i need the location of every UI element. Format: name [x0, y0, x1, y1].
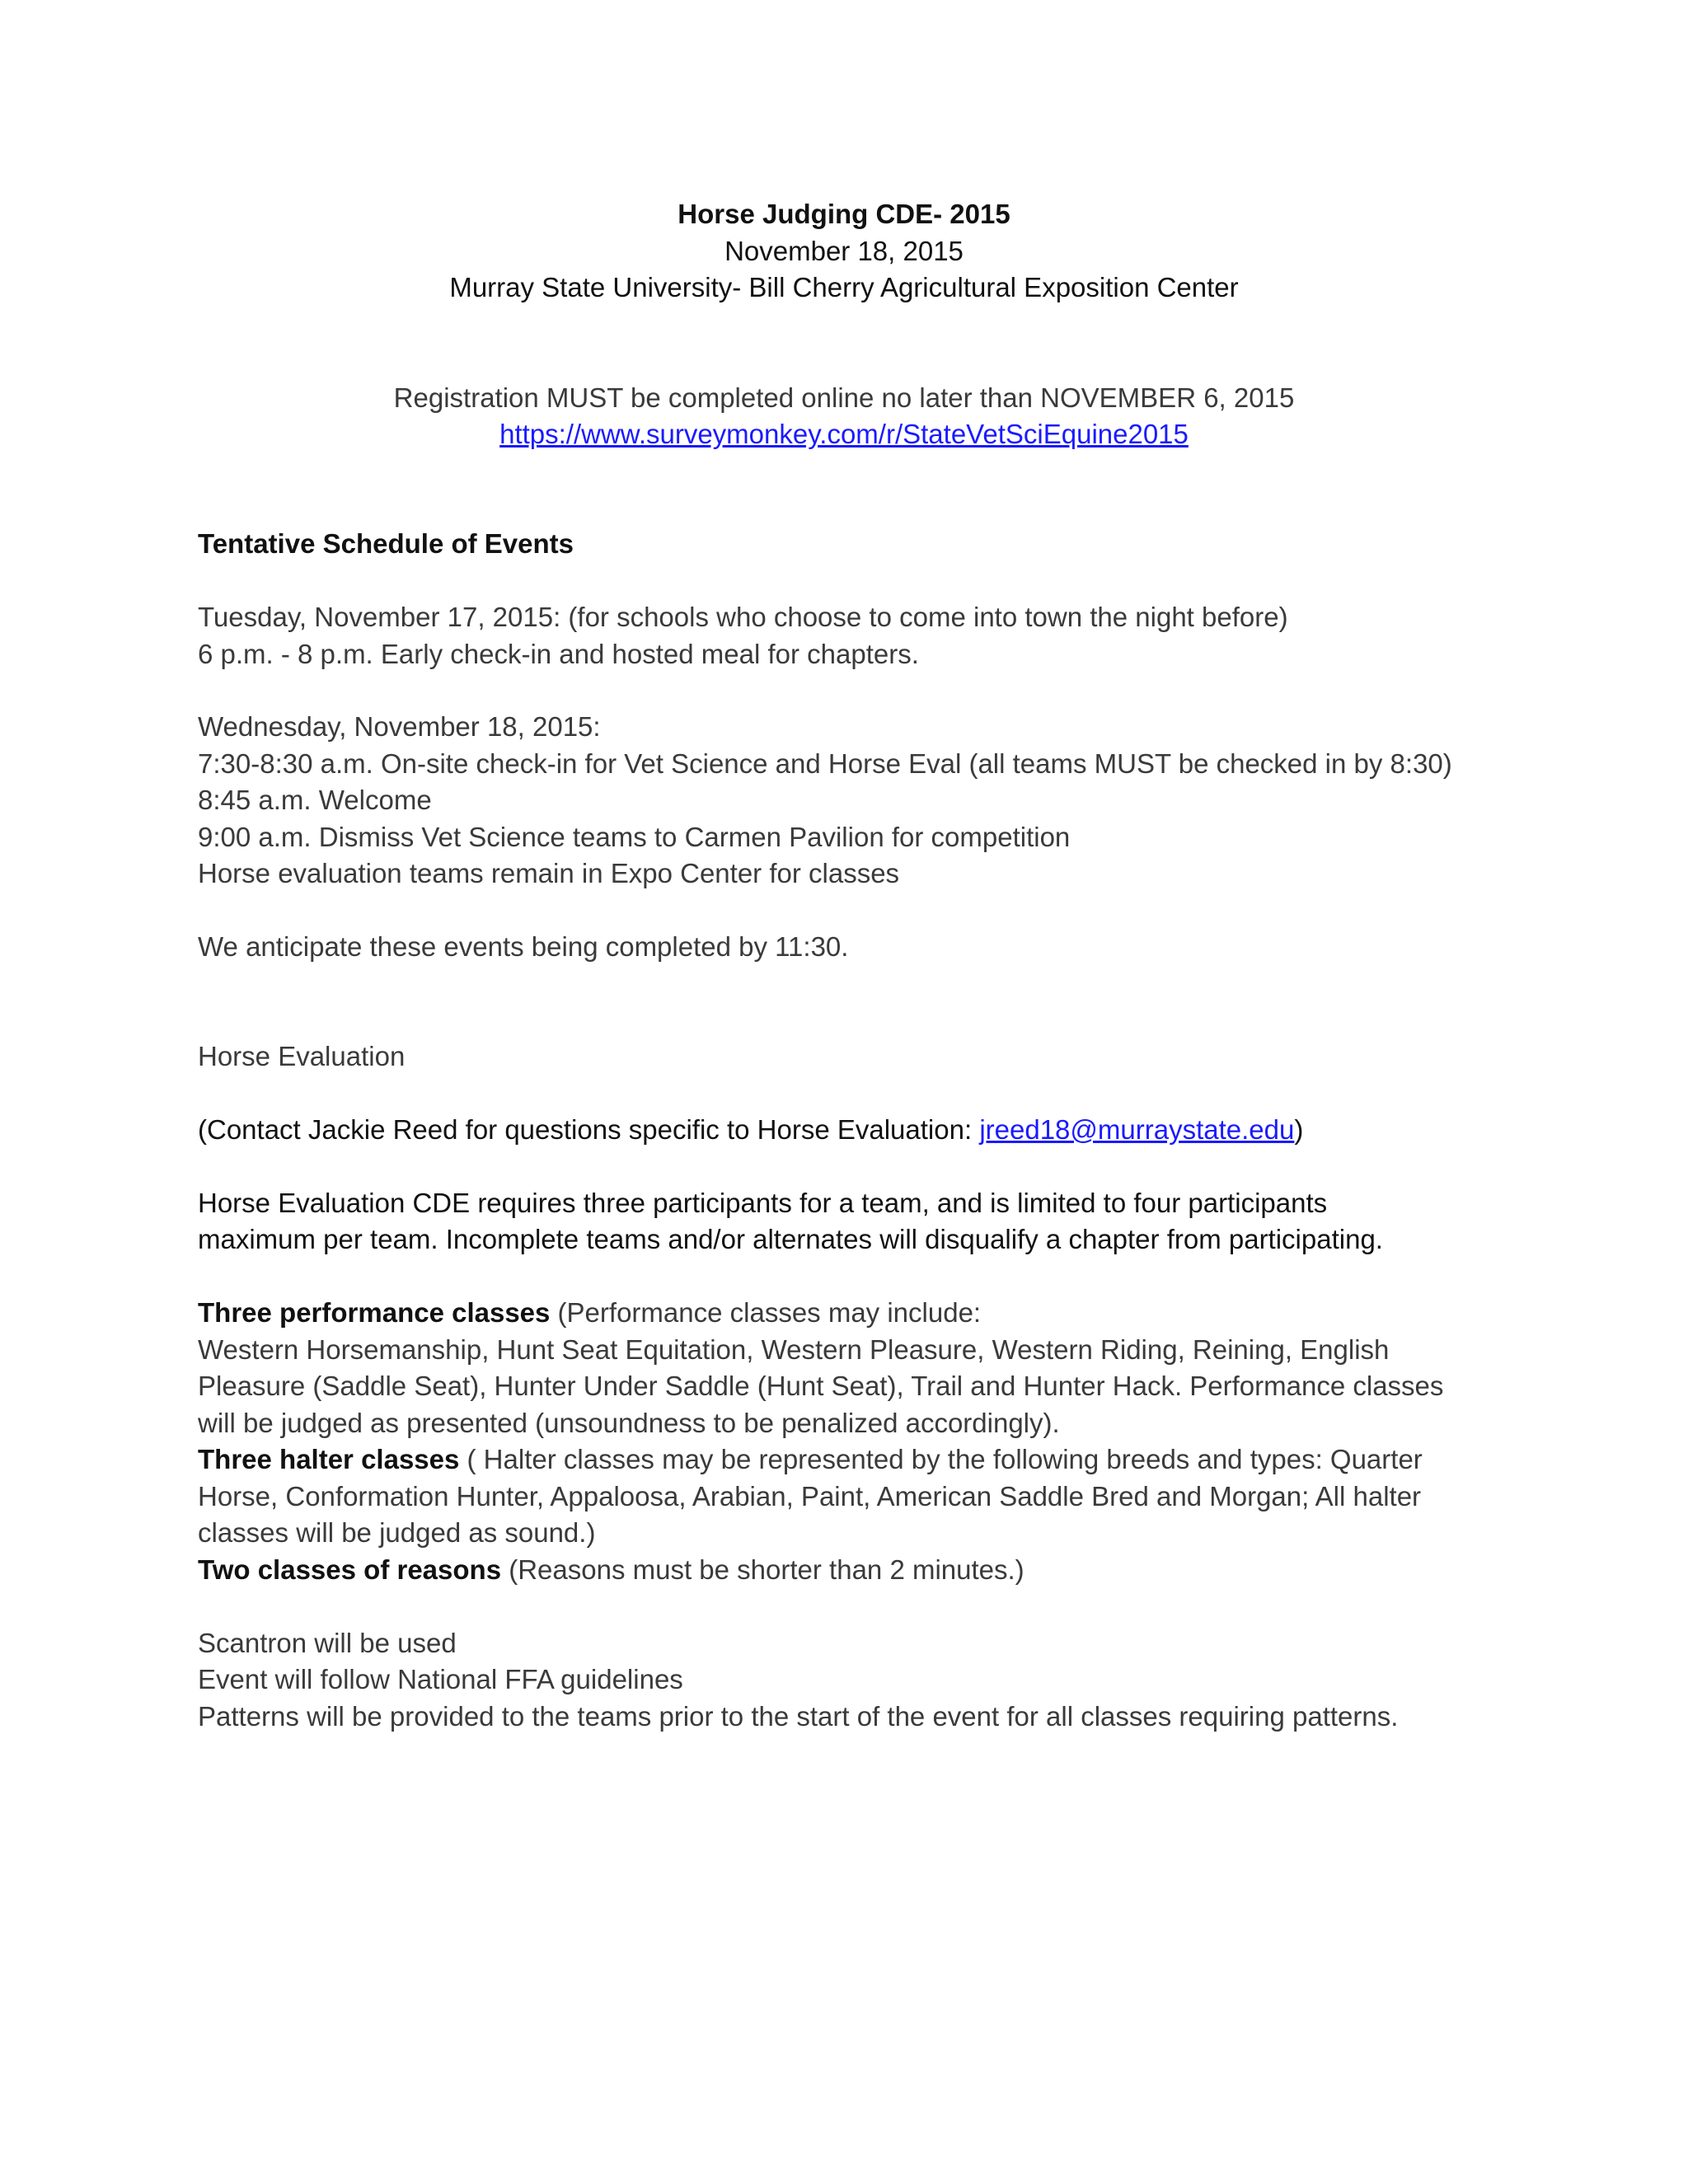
performance-classes-line3: Pleasure (Saddle Seat), Hunter Under Saddle (Hunt Seat), Trail and Hunter Hack. Performance classes	[198, 1371, 1444, 1401]
performance-classes-line1	[198, 1295, 981, 1331]
schedule-wednesday-line: Wednesday, November 18, 2015:	[198, 711, 601, 742]
registration-link-row	[0, 416, 1688, 452]
reasons-classes-detail: (Reasons must be shorter than 2 minutes.)	[501, 1554, 1025, 1585]
contact-email-link[interactable]: jreed18@murraystate.edu	[979, 1114, 1295, 1145]
evaluation-heading: Horse Evaluation	[198, 1041, 406, 1071]
performance-classes-label: Three performance classes	[198, 1297, 551, 1328]
team-rule-line1: Horse Evaluation CDE requires three participants for a team, and is limited to four participants	[198, 1188, 1328, 1218]
schedule-horse-eval: Horse evaluation teams remain in Expo Center for classes	[198, 858, 900, 888]
contact-prefix: (Contact Jackie Reed for questions specific to Horse Evaluation:	[198, 1114, 980, 1145]
schedule-tuesday-line: Tuesday, November 17, 2015: (for schools who choose to come into town the night before)	[198, 602, 1288, 632]
contact-suffix: )	[1294, 1114, 1304, 1145]
document-title: Horse Judging CDE- 2015	[678, 199, 1010, 229]
registration-notice: Registration MUST be completed online no later than NOVEMBER 6, 2015	[393, 382, 1295, 413]
registration-link[interactable]: https://www.surveymonkey.com/r/StateVetSciEquine2015	[499, 419, 1189, 449]
halter-classes-intro: ( Halter classes may be represented by the following breeds and types: Quarter	[459, 1444, 1423, 1474]
reasons-classes-label: Two classes of reasons	[198, 1554, 502, 1585]
halter-classes-label: Three halter classes	[198, 1444, 460, 1474]
halter-classes-line2: Horse, Conformation Hunter, Appaloosa, Arabian, Paint, American Saddle Bred and Morgan; All halter	[198, 1481, 1422, 1511]
schedule-dismiss: 9:00 a.m. Dismiss Vet Science teams to Carmen Pavilion for competition	[198, 822, 1071, 852]
performance-classes-line2: Western Horsemanship, Hunt Seat Equitation, Western Pleasure, Western Riding, Reining, English	[198, 1334, 1390, 1365]
event-location: Murray State University- Bill Cherry Agricultural Exposition Center	[449, 272, 1239, 302]
schedule-heading: Tentative Schedule of Events	[198, 528, 574, 559]
halter-classes-line1	[198, 1441, 1423, 1478]
evaluation-contact	[198, 1112, 1303, 1148]
schedule-checkin: 7:30-8:30 a.m. On-site check-in for Vet Science and Horse Eval (all teams MUST be checked in by 8:30)	[198, 748, 1452, 779]
event-date: November 18, 2015	[724, 236, 964, 266]
note-patterns: Patterns will be provided to the teams prior to the start of the event for all classes requiring patterns.	[198, 1701, 1399, 1732]
schedule-welcome: 8:45 a.m. Welcome	[198, 785, 432, 815]
reasons-classes-line	[198, 1552, 1025, 1588]
halter-classes-line3: classes will be judged as sound.)	[198, 1517, 596, 1548]
performance-classes-line4: will be judged as presented (unsoundness to be penalized accordingly).	[198, 1408, 1060, 1438]
schedule-tuesday-detail: 6 p.m. - 8 p.m. Early check-in and hosted meal for chapters.	[198, 639, 919, 669]
performance-classes-intro: (Performance classes may include:	[550, 1297, 982, 1328]
note-guidelines: Event will follow National FFA guidelines	[198, 1664, 683, 1694]
team-rule-line2: maximum per team. Incomplete teams and/or alternates will disqualify a chapter from participating.	[198, 1224, 1383, 1254]
note-scantron: Scantron will be used	[198, 1628, 457, 1658]
schedule-anticipate: We anticipate these events being completed by 11:30.	[198, 931, 849, 962]
